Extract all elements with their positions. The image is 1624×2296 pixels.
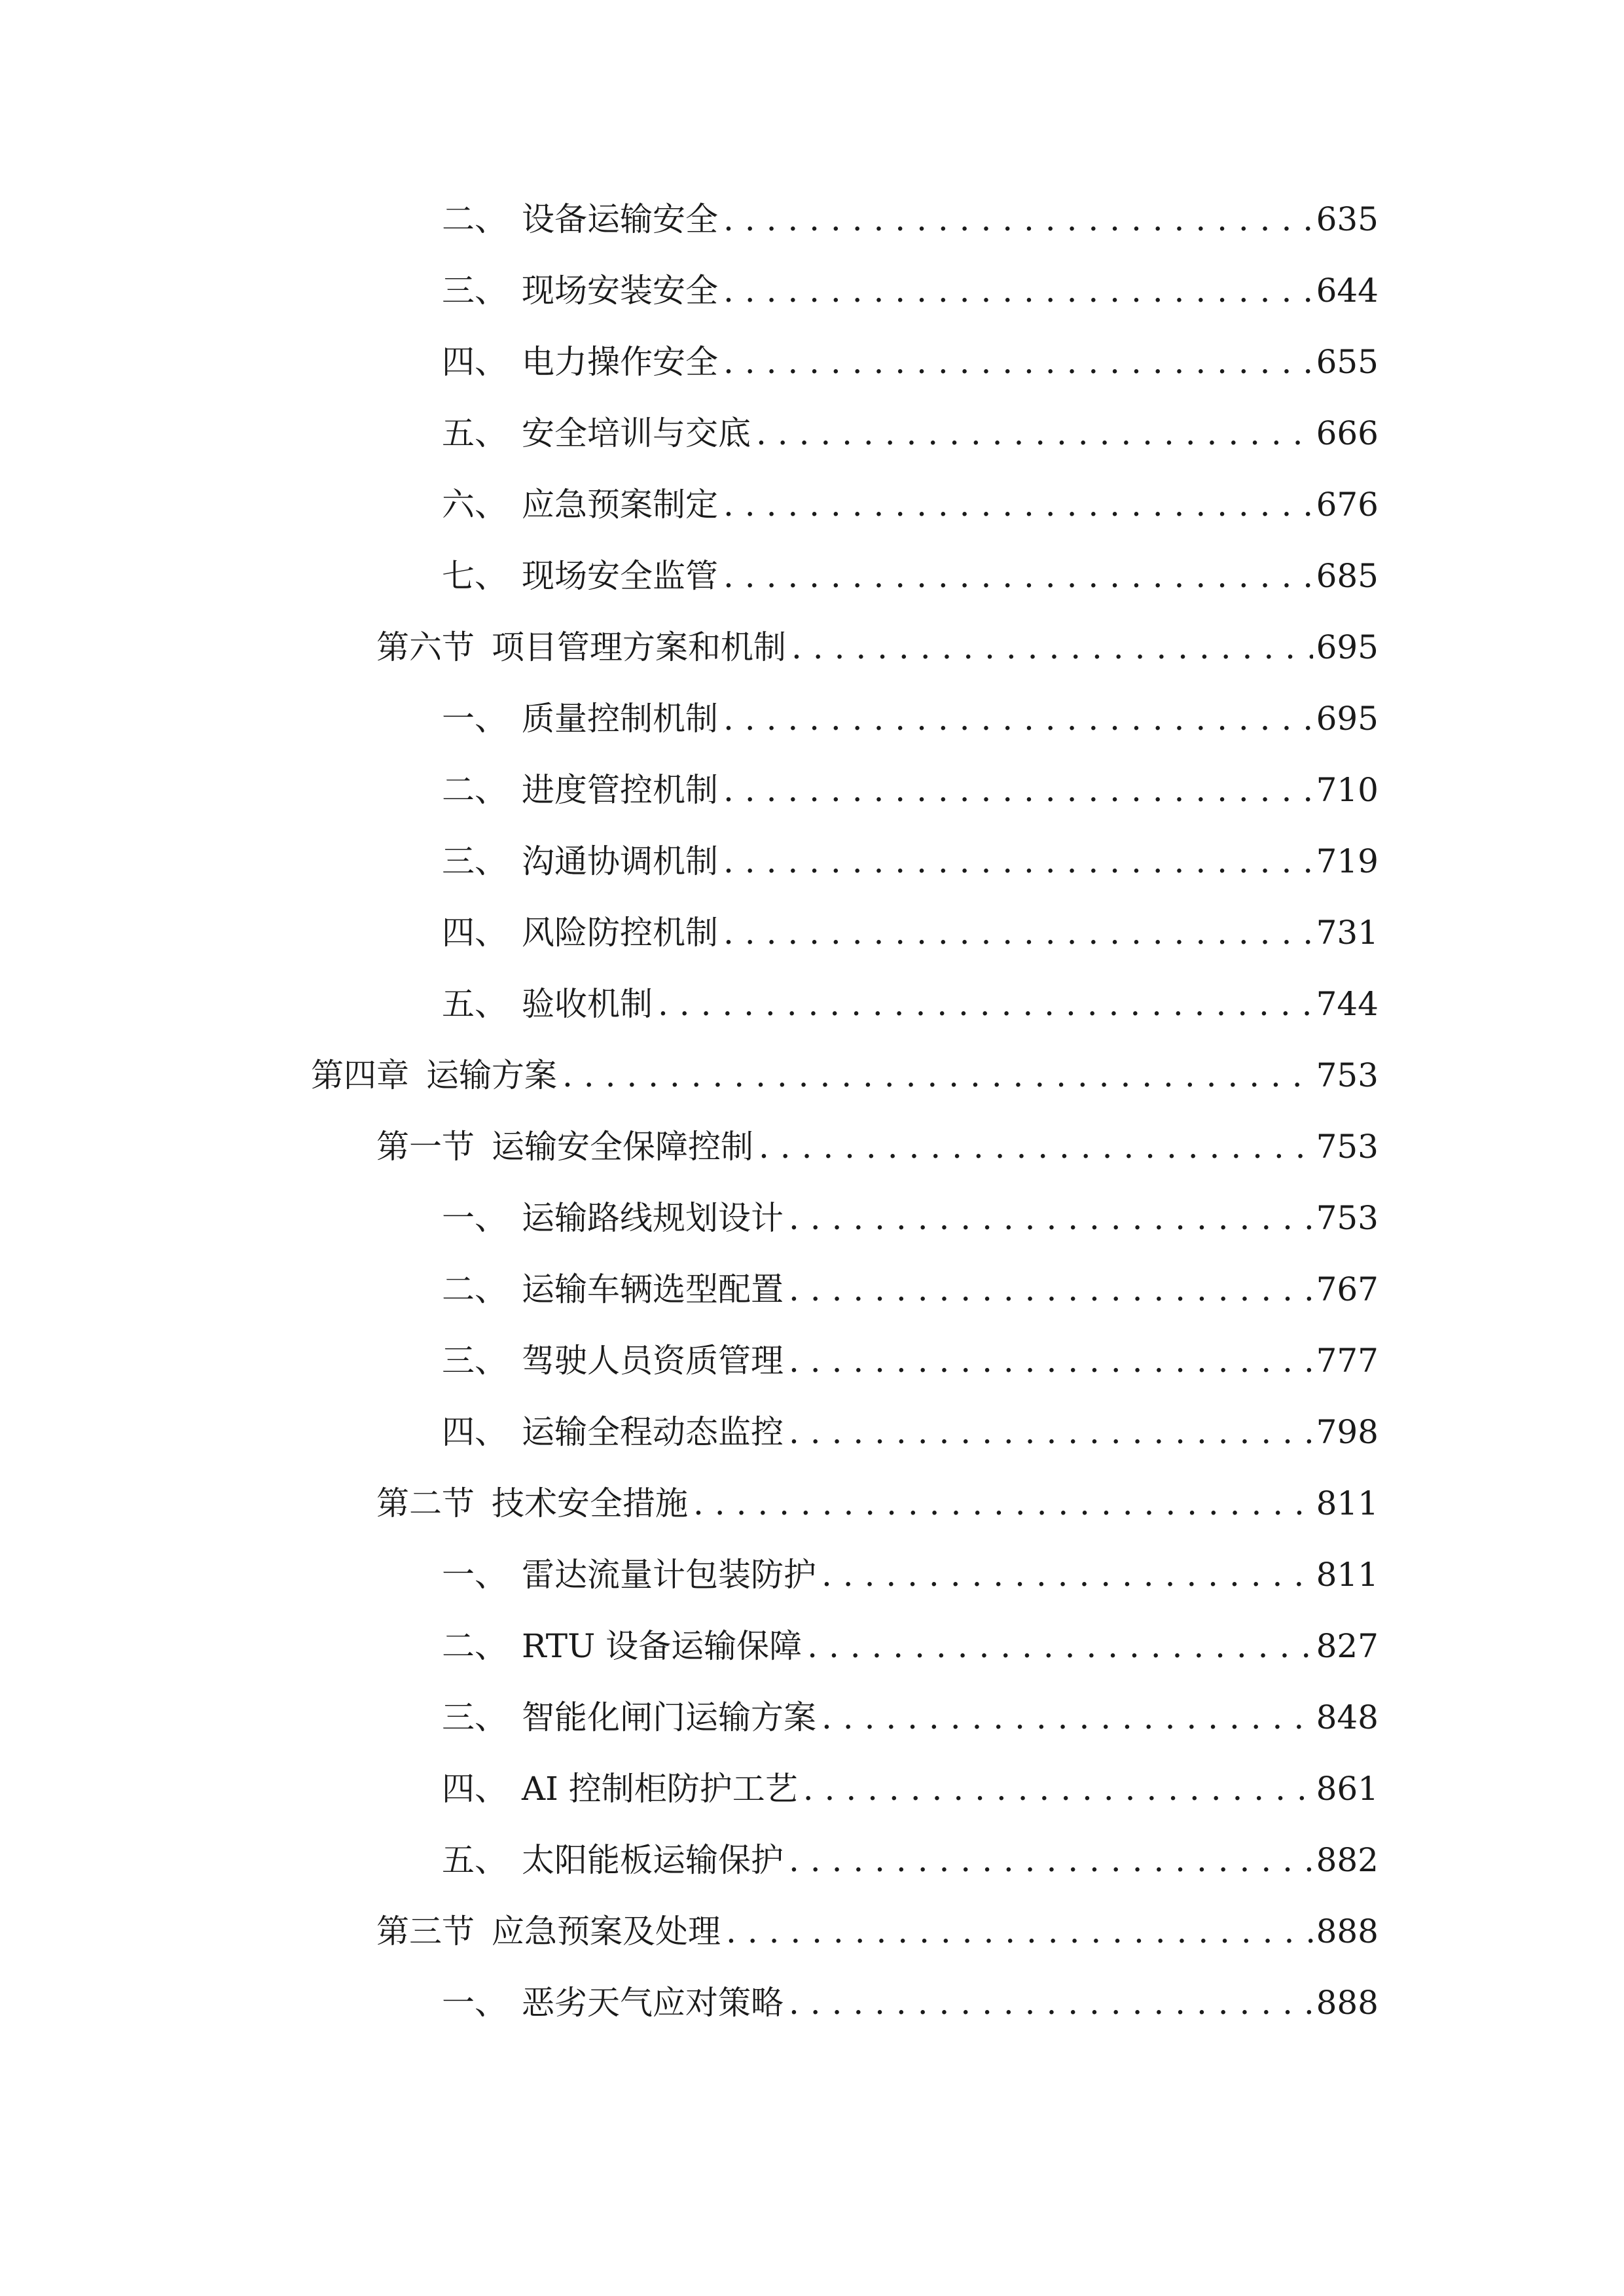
toc-leader-dots: [718, 835, 1313, 888]
toc-entry-number: 三、: [442, 272, 507, 310]
toc-entry[interactable]: [442, 193, 1379, 245]
toc-entry-number: 二、: [442, 200, 507, 238]
toc-leader-dots: [784, 1406, 1313, 1458]
toc-entry[interactable]: [442, 264, 1379, 317]
toc-leader-dots: [816, 1549, 1313, 1601]
toc-leader-dots: [802, 1620, 1313, 1672]
toc-leader-dots: [786, 621, 1313, 673]
toc-entry-title: 应急预案制定: [522, 486, 718, 524]
toc-entry-number: 五、: [442, 414, 507, 452]
toc-entry-title: 运输路线规划设计: [522, 1199, 784, 1237]
toc-entry-title: 应急预案及处理: [492, 1912, 721, 1950]
toc-entry-number: 第一节: [376, 1128, 475, 1166]
toc-entry-number: 四、: [442, 1413, 507, 1451]
toc-entry-title: AI 控制柜防护工艺: [522, 1770, 798, 1808]
toc-entry[interactable]: [442, 478, 1379, 531]
toc-leader-dots: [753, 1121, 1313, 1173]
toc-entry-page: 777: [1316, 1342, 1379, 1380]
toc-entry-number: 五、: [442, 1841, 507, 1879]
toc-entry-page: 695: [1316, 700, 1379, 738]
toc-entry-number: 一、: [442, 1984, 507, 2022]
toc-entry-page: 811: [1316, 1556, 1379, 1594]
toc-entry[interactable]: [442, 1335, 1379, 1387]
toc-entry-page: 827: [1316, 1627, 1379, 1665]
toc-entry-title: 进度管控机制: [522, 771, 718, 809]
toc-leader-dots: [653, 978, 1313, 1030]
toc-leader-dots: [751, 407, 1313, 459]
toc-entry[interactable]: [442, 906, 1379, 959]
toc-entry[interactable]: [442, 336, 1379, 388]
toc-entry-page: 811: [1316, 1484, 1379, 1522]
toc-entry-page: 685: [1316, 557, 1379, 595]
toc-entry-page: 744: [1316, 985, 1379, 1023]
toc-entry-page: 710: [1316, 771, 1379, 809]
toc-entry-page: 888: [1316, 1912, 1379, 1950]
toc-leader-dots: [721, 1905, 1313, 1958]
toc-entry-number: 二、: [442, 1270, 507, 1308]
toc-entry[interactable]: [442, 692, 1379, 745]
toc-leader-dots: [718, 550, 1313, 602]
toc-entry-title: 驾驶人员资质管理: [522, 1342, 784, 1380]
toc-leader-dots: [718, 692, 1313, 745]
toc-entry[interactable]: [442, 1620, 1379, 1672]
toc-entry-number: 第二节: [376, 1484, 475, 1522]
toc-entry-title: 风险防控机制: [522, 914, 718, 952]
toc-entry-page: 676: [1316, 486, 1379, 524]
toc-entry-page: 767: [1316, 1270, 1379, 1308]
toc-entry-page: 882: [1316, 1841, 1379, 1879]
toc-entry-page: 666: [1316, 414, 1379, 452]
toc-leader-dots: [784, 1834, 1313, 1886]
toc-entry-number: 三、: [442, 1342, 507, 1380]
toc-entry-title: 现场安装安全: [522, 272, 718, 310]
toc-leader-dots: [557, 1049, 1313, 1102]
toc-entry-number: 六、: [442, 486, 507, 524]
toc-entry-number: 二、: [442, 1627, 507, 1665]
toc-entry[interactable]: [442, 835, 1379, 888]
toc-entry-title: 恶劣天气应对策略: [522, 1984, 784, 2022]
toc-entry-page: 695: [1316, 628, 1379, 666]
toc-entry-title: 现场安全监管: [522, 557, 718, 595]
toc-leader-dots: [816, 1691, 1313, 1744]
toc-entry[interactable]: [442, 1763, 1379, 1815]
toc-entry-page: 731: [1316, 914, 1379, 952]
toc-entry-title: 质量控制机制: [522, 700, 718, 738]
toc-leader-dots: [784, 1263, 1313, 1316]
toc-entry-title: 雷达流量计包装防护: [522, 1556, 816, 1594]
toc-entry-number: 二、: [442, 771, 507, 809]
toc-entry[interactable]: [442, 550, 1379, 602]
toc-entry-page: 635: [1316, 200, 1379, 238]
toc-leader-dots: [784, 1335, 1313, 1387]
toc-entry[interactable]: [442, 1977, 1379, 2029]
toc-chapter-entry[interactable]: [311, 1049, 1379, 1102]
toc-entry-title: 运输安全保障控制: [492, 1128, 753, 1166]
toc-entry-title: 安全培训与交底: [522, 414, 751, 452]
toc-entry[interactable]: [442, 1406, 1379, 1458]
toc-entry-page: 644: [1316, 272, 1379, 310]
toc-entry[interactable]: [442, 1549, 1379, 1601]
toc-entry-title: 技术安全措施: [492, 1484, 688, 1522]
toc-entry-number: 三、: [442, 1698, 507, 1736]
toc-section-entry[interactable]: [376, 1905, 1379, 1958]
toc-entry-page: 888: [1316, 1984, 1379, 2022]
toc-entry-page: 798: [1316, 1413, 1379, 1451]
toc-entry-title: 沟通协调机制: [522, 842, 718, 880]
toc-entry-title: 智能化闸门运输方案: [522, 1698, 816, 1736]
toc-entry-number: 三、: [442, 842, 507, 880]
toc-entry-number: 第六节: [376, 628, 475, 666]
toc-leader-dots: [718, 193, 1313, 245]
toc-entry-page: 753: [1316, 1128, 1379, 1166]
toc-entry-number: 四、: [442, 343, 507, 381]
toc-section-entry[interactable]: [376, 1121, 1379, 1173]
toc-entry-page: 655: [1316, 343, 1379, 381]
toc-entry[interactable]: [442, 764, 1379, 816]
toc-leader-dots: [784, 1977, 1313, 2029]
toc-entry[interactable]: [442, 407, 1379, 459]
toc-entry-number: 一、: [442, 1199, 507, 1237]
toc-entry-title: RTU 设备运输保障: [522, 1627, 803, 1665]
toc-section-entry[interactable]: [376, 1477, 1379, 1530]
toc-entry-title: 项目管理方案和机制: [492, 628, 786, 666]
toc-entry-page: 753: [1316, 1056, 1379, 1094]
toc-entry-page: 861: [1316, 1770, 1379, 1808]
toc-entry-title: 验收机制: [522, 985, 653, 1023]
toc-entry-title: 设备运输安全: [522, 200, 718, 238]
toc-entry-title: 太阳能板运输保护: [522, 1841, 784, 1879]
toc-entry-number: 一、: [442, 700, 507, 738]
toc-leader-dots: [718, 336, 1313, 388]
toc-entry[interactable]: [442, 1192, 1379, 1244]
toc-entry-page: 719: [1316, 842, 1379, 880]
toc-entry-title: 运输方案: [426, 1056, 557, 1094]
toc-entry-page: 848: [1316, 1698, 1379, 1736]
toc-entry-number: 四、: [442, 914, 507, 952]
toc-entry-number: 四、: [442, 1770, 507, 1808]
toc-entry[interactable]: [442, 1691, 1379, 1744]
toc-leader-dots: [718, 764, 1313, 816]
toc-leader-dots: [718, 264, 1313, 317]
toc-leader-dots: [718, 906, 1313, 959]
toc-leader-dots: [688, 1477, 1313, 1530]
toc-leader-dots: [798, 1763, 1313, 1815]
toc-entry-page: 753: [1316, 1199, 1379, 1237]
toc-entry-number: 第四章: [311, 1056, 409, 1094]
toc-entry-title: 运输车辆选型配置: [522, 1270, 784, 1308]
toc-entry[interactable]: [442, 978, 1379, 1030]
toc-leader-dots: [784, 1192, 1313, 1244]
toc-entry-number: 五、: [442, 985, 507, 1023]
toc-entry[interactable]: [442, 1263, 1379, 1316]
toc-entry[interactable]: [442, 1834, 1379, 1886]
toc-entry-title: 运输全程动态监控: [522, 1413, 784, 1451]
toc-entry-title: 电力操作安全: [522, 343, 718, 381]
toc-leader-dots: [718, 478, 1313, 531]
toc-entry-number: 七、: [442, 557, 507, 595]
toc-section-entry[interactable]: [376, 621, 1379, 673]
toc-entry-number: 一、: [442, 1556, 507, 1594]
toc-entry-number: 第三节: [376, 1912, 475, 1950]
